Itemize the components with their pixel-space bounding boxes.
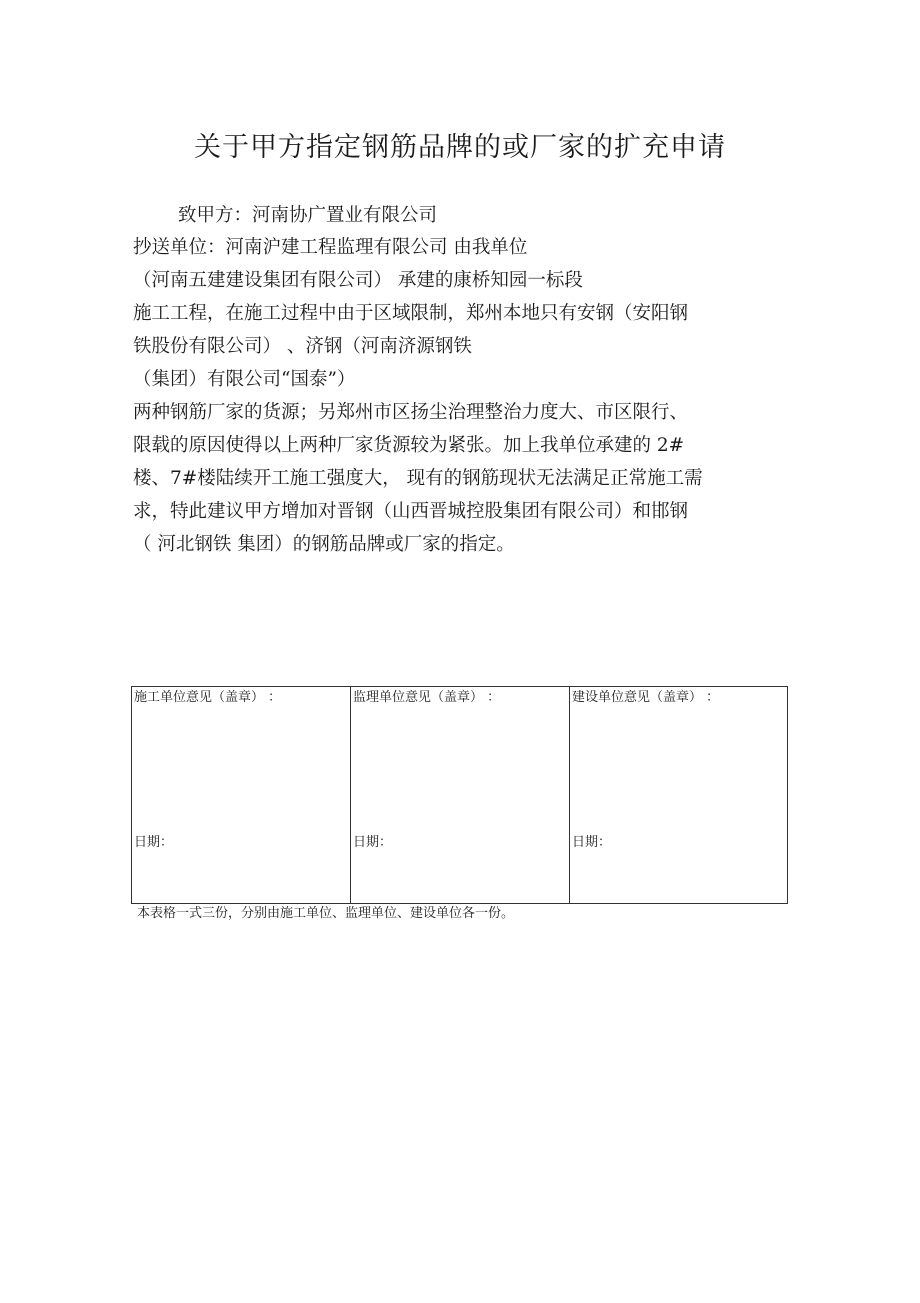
owner-unit-opinion-label: 建设单位意见（盖章） ： [572, 690, 720, 705]
approval-table [131, 686, 788, 904]
owner-unit-cell [570, 687, 788, 904]
approval-row [132, 687, 788, 904]
body-line: 施工工程，在施工过程中由于区域限制，郑州本地只有安钢（安阳钢 [133, 303, 689, 324]
body-line-recipient: 致甲方：河南协广置业有限公司 [178, 205, 438, 226]
construction-unit-cell [132, 687, 351, 904]
body-line: 铁股份有限公司） 、济钢（河南济源钢铁 [133, 336, 472, 357]
supervision-unit-opinion-label: 监理单位意见（盖章） ： [353, 690, 501, 705]
body-line: 楼、7#楼陆续开工施工强度大， 现有的钢筋现状无法满足正常施工需 [133, 468, 703, 489]
body-line-cc: 抄送单位：河南沪建工程监理有限公司 由我单位 [133, 237, 528, 258]
owner-unit-date-label: 日期： [572, 835, 612, 850]
body-line: （河南五建建设集团有限公司） 承建的康桥知园一标段 [133, 270, 583, 291]
supervision-unit-cell [351, 687, 570, 904]
construction-unit-date-label: 日期： [134, 835, 174, 850]
body-line: 限载的原因使得以上两种厂家货源较为紧张。加上我单位承建的 2# [133, 435, 685, 456]
table-footnote: 本表格一式三份，分别由施工单位、监理单位、建设单位各一份。 [137, 906, 515, 921]
body-line: （集团）有限公司“国泰”） [133, 369, 356, 390]
body-line: 求，特此建议甲方增加对晋钢（山西晋城控股集团有限公司）和邯钢 [133, 501, 689, 522]
page-title: 关于甲方指定钢筋品牌的或厂家的扩充申请 [194, 132, 726, 163]
body-line: 两种钢筋厂家的货源；另郑州市区扬尘治理整治力度大、市区限行、 [133, 402, 689, 423]
supervision-unit-date-label: 日期： [353, 835, 393, 850]
construction-unit-opinion-label: 施工单位意见（盖章） ： [134, 690, 282, 705]
body-line: （ 河北钢铁 集团）的钢筋品牌或厂家的指定。 [133, 534, 515, 555]
